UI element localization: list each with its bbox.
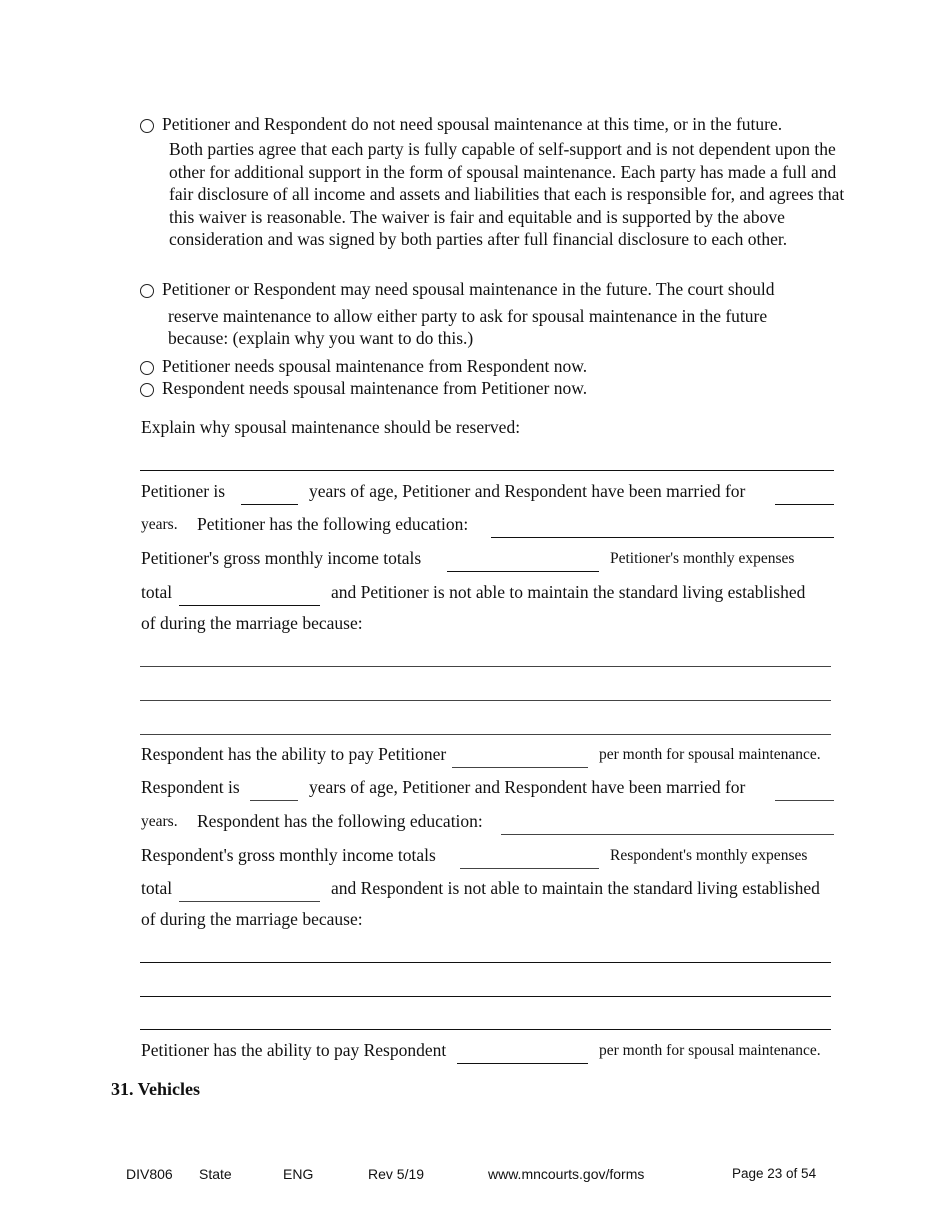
petitioner-income-field[interactable] — [447, 571, 599, 572]
respondent-years-label: years. — [141, 813, 178, 830]
petitioner-education-label: Petitioner has the following education: — [197, 514, 469, 534]
petitioner-reason-line-1[interactable] — [140, 666, 831, 667]
petitioner-pay-suffix: per month for spousal maintenance. — [599, 1042, 821, 1059]
petitioner-during-text: of during the marriage because: — [141, 613, 363, 633]
respondent-education-field[interactable] — [501, 834, 834, 835]
respondent-age-prefix: Respondent is — [141, 777, 240, 797]
radio-no-maintenance[interactable] — [140, 119, 154, 133]
petitioner-years-label: years. — [141, 516, 178, 533]
respondent-reason-line-3[interactable] — [140, 1029, 831, 1030]
footer-page-number: Page 23 of 54 — [732, 1166, 817, 1181]
petitioner-standard-text: and Petitioner is not able to maintain the standard living established — [331, 582, 806, 602]
respondent-income-field[interactable] — [460, 868, 599, 869]
radio-respondent-needs[interactable] — [140, 383, 154, 397]
footer-jurisdiction: State — [199, 1166, 232, 1182]
petitioner-income-label: Petitioner's gross monthly income totals — [141, 548, 422, 568]
petitioner-expenses-label: Petitioner's monthly expenses — [610, 550, 795, 567]
respondent-standard-text: and Respondent is not able to maintain the standard living established — [331, 878, 820, 898]
footer-revision: Rev 5/19 — [368, 1166, 425, 1182]
petitioner-pay-amount-field[interactable] — [457, 1063, 588, 1064]
petitioner-expenses-field[interactable] — [179, 605, 320, 606]
petitioner-reason-line-3[interactable] — [140, 734, 831, 735]
reserve-explanation-line[interactable] — [140, 470, 834, 471]
petitioner-reason-line-2[interactable] — [140, 700, 831, 701]
petitioner-education-field[interactable] — [491, 537, 834, 538]
respondent-income-label: Respondent's gross monthly income totals — [141, 845, 436, 865]
footer-language: ENG — [283, 1166, 314, 1182]
respondent-expenses-field[interactable] — [179, 901, 320, 902]
respondent-pay-prefix: Respondent has the ability to pay Petitioner — [141, 744, 447, 764]
option-reserve-label: Petitioner or Respondent may need spousal maintenance in the future. The court should — [162, 279, 775, 299]
respondent-pay-suffix: per month for spousal maintenance. — [599, 746, 821, 763]
respondent-age-field[interactable] — [250, 800, 298, 801]
petitioner-age-field[interactable] — [241, 504, 298, 505]
petitioner-pay-prefix: Petitioner has the ability to pay Respondent — [141, 1040, 447, 1060]
option-reserve-detail-2: because: (explain why you want to do this.) — [168, 328, 474, 348]
radio-petitioner-needs[interactable] — [140, 361, 154, 375]
option-no-maintenance-detail: Both parties agree that each party is fully capable of self-support and is not dependent upon the other for additional support in the form of spousal maintenance. Each party has made a full and fair disclosure of all income and assets and liabilities that each is responsible for, and agrees that this waiver is reasonable. The waiver is fair and equitable and is supported by the above consideration and was signed by both parties after full financial disclosure to each other. — [169, 139, 845, 249]
respondent-expenses-label: Respondent's monthly expenses — [610, 847, 808, 864]
footer-form-id: DIV806 — [126, 1166, 173, 1182]
petitioner-age-suffix: years of age, Petitioner and Respondent have been married for — [309, 481, 746, 501]
respondent-education-label: Respondent has the following education: — [197, 811, 483, 831]
respondent-married-years-field[interactable] — [775, 800, 834, 801]
footer-url[interactable]: www.mncourts.gov/forms — [488, 1166, 645, 1182]
respondent-reason-line-1[interactable] — [140, 962, 831, 963]
respondent-reason-line-2[interactable] — [140, 996, 831, 997]
radio-reserve-maintenance[interactable] — [140, 284, 154, 298]
petitioner-married-years-field[interactable] — [775, 504, 834, 505]
option-reserve-detail-1: reserve maintenance to allow either party to ask for spousal maintenance in the future — [168, 306, 768, 326]
respondent-age-suffix: years of age, Petitioner and Respondent have been married for — [309, 777, 746, 797]
option-respondent-needs-label: Respondent needs spousal maintenance from Petitioner now. — [162, 378, 588, 398]
option-no-maintenance-label: Petitioner and Respondent do not need spousal maintenance at this time, or in the future. — [162, 114, 783, 134]
section-heading-vehicles: 31. Vehicles — [111, 1079, 201, 1099]
reserve-explanation-prompt: Explain why spousal maintenance should be reserved: — [141, 417, 521, 437]
option-petitioner-needs-label: Petitioner needs spousal maintenance from Respondent now. — [162, 356, 588, 376]
petitioner-age-prefix: Petitioner is — [141, 481, 226, 501]
respondent-pay-amount-field[interactable] — [452, 767, 588, 768]
petitioner-total-label: total — [141, 582, 173, 602]
respondent-during-text: of during the marriage because: — [141, 909, 363, 929]
respondent-total-label: total — [141, 878, 173, 898]
